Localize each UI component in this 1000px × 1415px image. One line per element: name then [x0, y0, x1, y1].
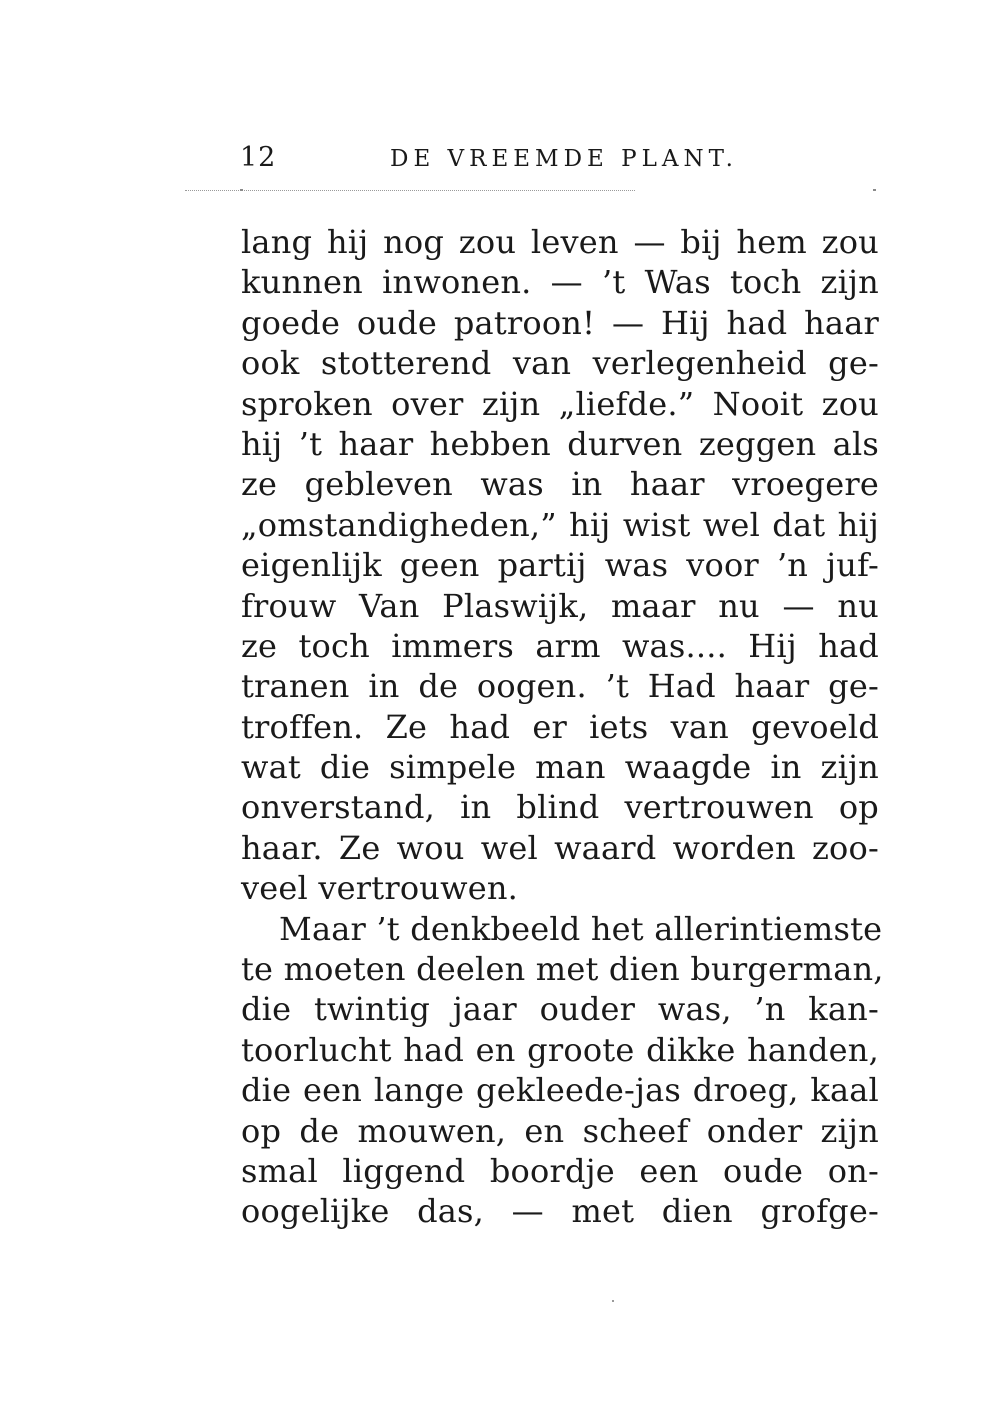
text-line: veel vertrouwen. [241, 869, 519, 908]
text-line: „omstandigheden,” hij wist wel dat hij [241, 505, 879, 544]
text-line: toorlucht had en groote dikke handen, [241, 1030, 879, 1069]
running-head [240, 142, 880, 182]
text-line: oogelijke das, — met dien grofge- [241, 1192, 879, 1231]
text-line: ook stotterend van verlegenheid ge- [241, 344, 879, 383]
running-title: DE VREEMDE PLANT. [390, 146, 738, 172]
text-line: die een lange gekleede-jas droeg, kaal [241, 1071, 879, 1110]
text-line: smal liggend boordje een oude on- [241, 1151, 879, 1190]
page-number: 12 [240, 142, 277, 173]
margin-mark [873, 189, 876, 191]
text-line: goede oude patroon! — Hij had haar [241, 303, 879, 342]
paragraph-2 [241, 909, 884, 1232]
body-text [241, 222, 884, 1232]
text-line: frouw Van Plaswijk, maar nu — nu [241, 586, 879, 625]
text-line: onverstand, in blind vertrouwen op [241, 788, 879, 827]
paragraph-1 [241, 222, 879, 909]
text-line: Maar ’t denkbeeld het allerintiemste [279, 909, 883, 948]
text-line: sproken over zijn „liefde.” Nooit zou [241, 384, 879, 423]
text-line: die twintig jaar ouder was, ’n kan- [241, 990, 879, 1029]
text-line: te moeten deelen met dien burgerman, [241, 950, 884, 989]
text-line: op de mouwen, en scheef onder zijn [241, 1111, 879, 1150]
margin-mark [240, 189, 243, 191]
text-line: eigenlijk geen partij was voor ’n juf- [241, 546, 879, 585]
text-line: lang hij nog zou leven — bij hem zou [241, 223, 879, 261]
text-line: wat die simpele man waagde in zijn [241, 748, 879, 787]
text-line: ze toch immers arm was.... Hij had [241, 626, 879, 665]
scan-speck [612, 1300, 614, 1302]
text-line: haar. Ze wou wel waard worden zoo- [241, 828, 879, 867]
text-line: kunnen inwonen. — ’t Was toch zijn [241, 263, 879, 302]
text-line: ze gebleven was in haar vroegere [241, 465, 879, 504]
text-line: hij ’t haar hebben durven zeggen als [241, 424, 879, 463]
text-line: tranen in de oogen. ’t Had haar ge- [241, 667, 879, 706]
header-rule [185, 190, 635, 191]
text-line: troffen. Ze had er iets van gevoeld [241, 707, 879, 746]
